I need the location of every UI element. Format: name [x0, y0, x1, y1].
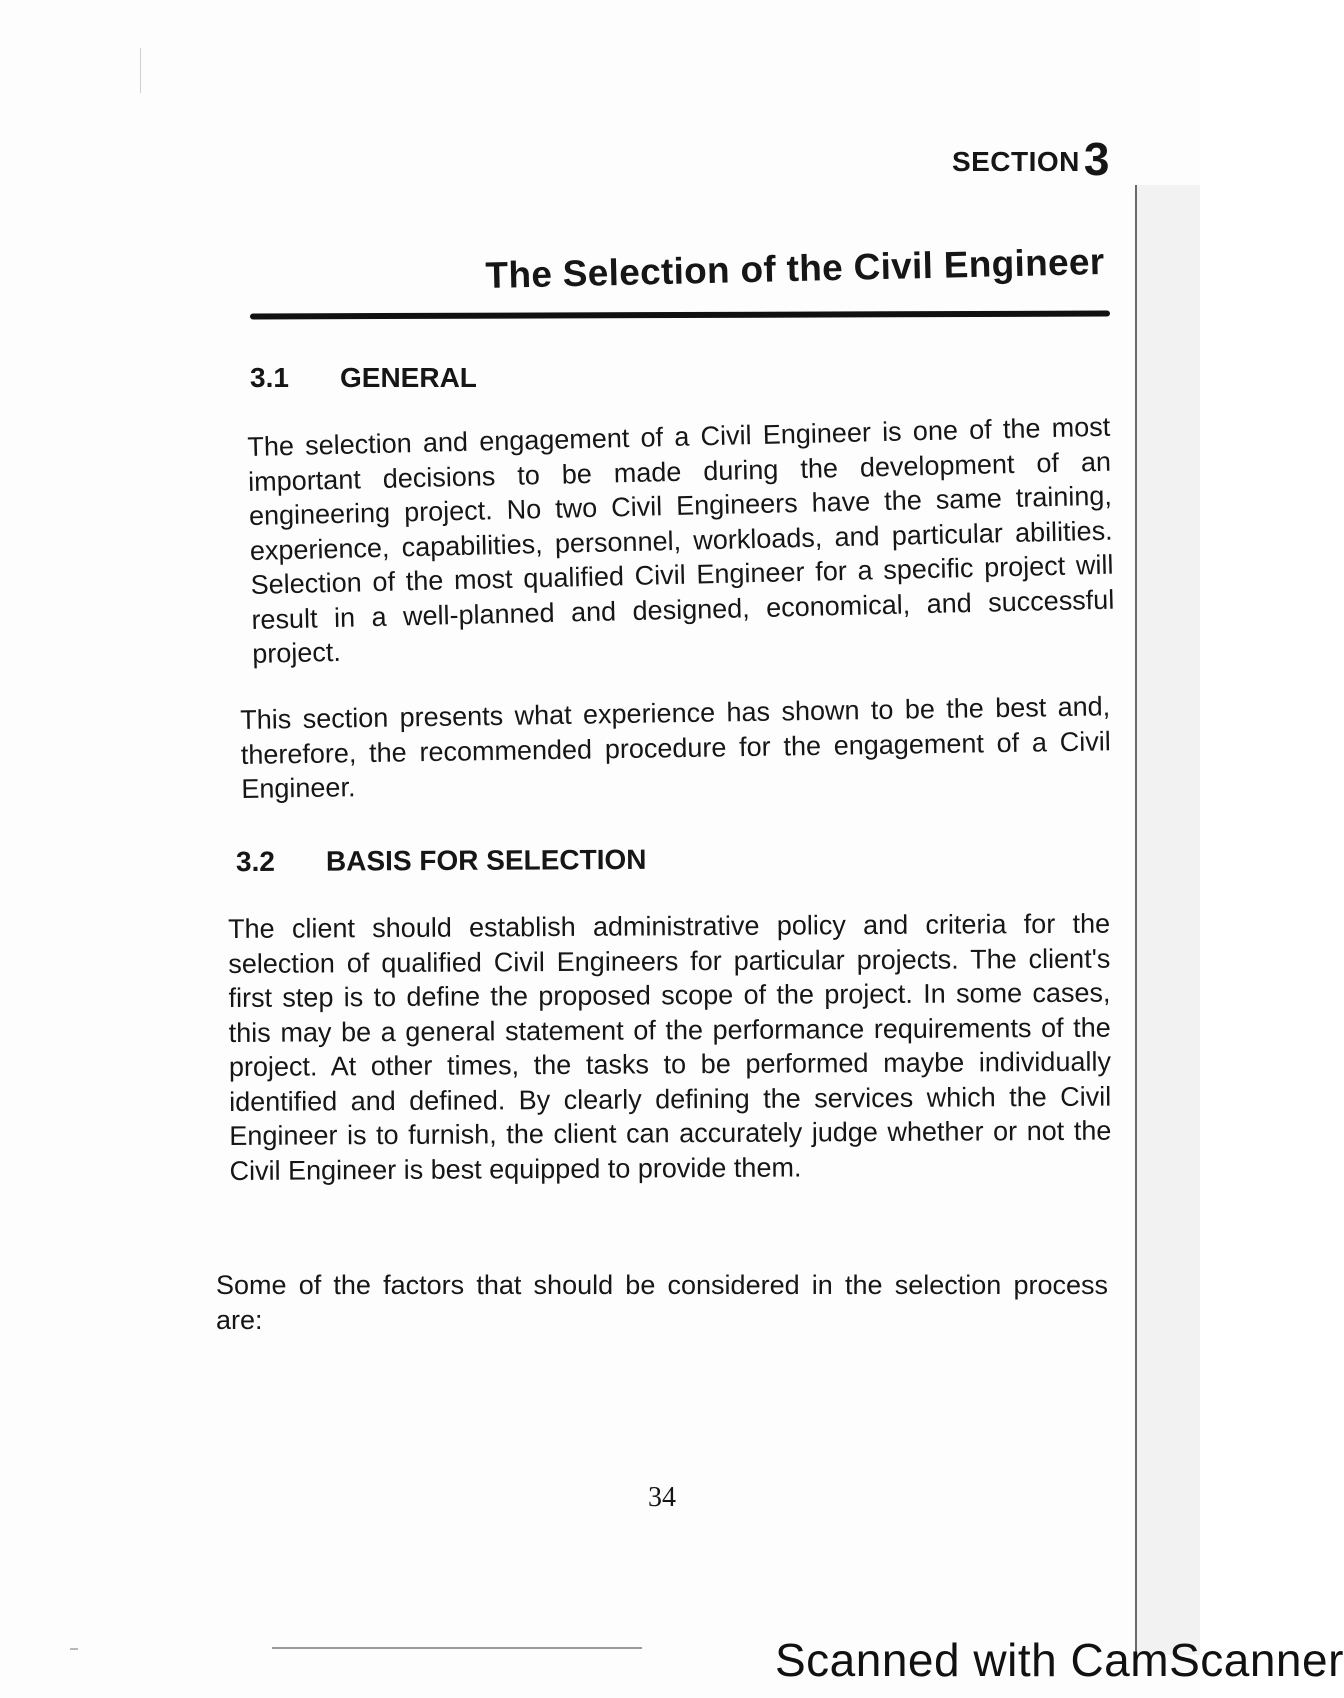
- scan-artifact-dot: [70, 1648, 78, 1650]
- section-heading-text: BASIS FOR SELECTION: [325, 843, 647, 877]
- page-edge-line: [1135, 185, 1137, 1655]
- section-heading-3-1: [250, 362, 477, 394]
- paragraph-basis-1: The client should establish administrative policy and criteria for the selection of qualified Civil Engineers for particular projects. The client's first step is to define the proposed scope of the project. In some cases, this may be a general statement of the performance requirements of the project. At other times, the tasks to be performed maybe individually identified and defined. By clearly defining the services which the Civil Engineer is to furnish, the client can accurately judge whether or not the Civil Engineer is best equipped to provide them.: [228, 908, 1112, 1186]
- section-label: [952, 132, 1110, 186]
- page-edge-shadow: [1137, 185, 1200, 1655]
- section-heading-text: GENERAL: [340, 362, 477, 393]
- title-rule: [250, 310, 1110, 319]
- page-number: 34: [648, 1482, 676, 1513]
- paragraph-general-1: The selection and engagement of a Civil Engineer is one of the most important decisions to be made during the development of an engineering project. No two Civil Engineers have the same training, experience, capabilities, personnel, workloads, and particular abilities. Selection of the most qualified Civil Engineer for a specific project will result in a well-planned and designed, economical, and successful project.: [247, 411, 1115, 669]
- scan-artifact-line: [140, 48, 141, 93]
- section-heading-number: 3.1: [250, 362, 289, 393]
- footer-rule: [272, 1647, 642, 1649]
- chapter-title: The Selection of the Civil Engineer: [485, 240, 1105, 297]
- paragraph-general-2: This section presents what experience has shown to be the best and, therefore, the recommended procedure for the engagement of a Civil Engineer.: [240, 691, 1111, 804]
- watermark-text: Scanned with CamScanner: [775, 1634, 1344, 1686]
- paragraph-basis-2: Some of the factors that should be considered in the selection process are:: [216, 1270, 1108, 1335]
- section-word: SECTION: [951, 146, 1080, 177]
- section-heading-number: 3.2: [235, 845, 276, 878]
- scanner-watermark: [775, 1634, 1344, 1698]
- section-heading-3-2: [236, 844, 647, 878]
- section-number: 3: [1083, 133, 1110, 185]
